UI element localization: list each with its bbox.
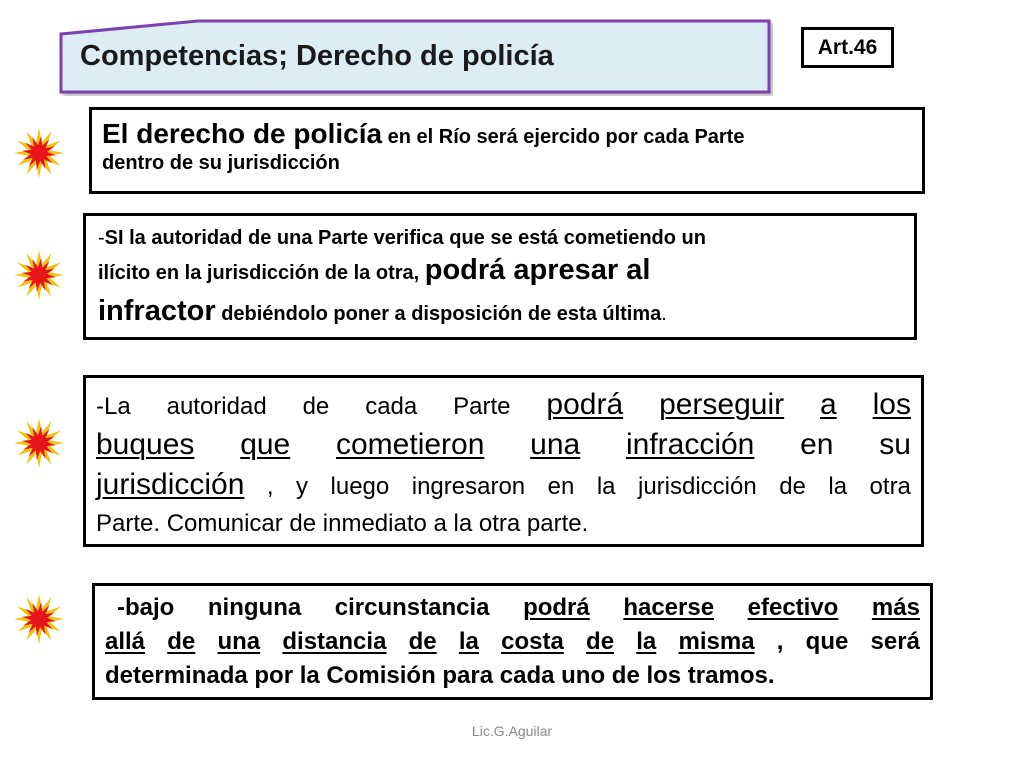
article-label: Art.46 [801,27,894,68]
explosion-burst-shape [14,590,64,648]
text-box-3 [83,375,924,547]
box1-line1: El derecho de policía en el Río será ejercido por cada Parte [102,118,745,149]
explosion-burst-shape [14,414,64,472]
box4-last-line: determinada por la Comisión para cada uno de los tramos. [105,662,775,689]
box1-line2: dentro de su jurisdicción [102,152,340,174]
box2-line1: -SI la autoridad de una Parte verifica que se está cometiendo un [98,227,706,249]
text-box-4 [92,583,933,700]
text-box-1 [89,107,925,194]
explosion-burst-icon [14,590,64,648]
explosion-burst-shape [14,124,64,182]
explosion-burst-icon [14,414,64,472]
footer-author: Lic.G.Aguilar [471,723,553,739]
box4-row2: allá de una distancia de la costa de la misma , que será [105,628,920,655]
explosion-burst-shape [14,246,64,304]
box3-row3: jurisdicción , y luego ingresaron en la jurisdicción de la otra [96,468,911,501]
explosion-burst-icon [14,124,64,182]
box3-row1: -La autoridad de cada Parte podrá perseguir a los [96,388,911,421]
box2-line2: ilícito en la jurisdicción de la otra, podrá apresar al [98,254,651,286]
box3-last-line: Parte. Comunicar de inmediato a la otra parte. [96,510,589,537]
box4-row1: -bajo ninguna circunstancia podrá hacerse efectivo más [117,594,920,621]
box2-line3: infractor debiéndolo poner a disposición de esta última. [98,295,667,327]
title-banner [58,18,773,96]
text-box-2 [83,213,917,340]
explosion-burst-icon [14,246,64,304]
box3-row2: buques que cometieron una infracción en su [96,428,911,461]
page-title: Competencias; Derecho de policía [80,40,554,72]
